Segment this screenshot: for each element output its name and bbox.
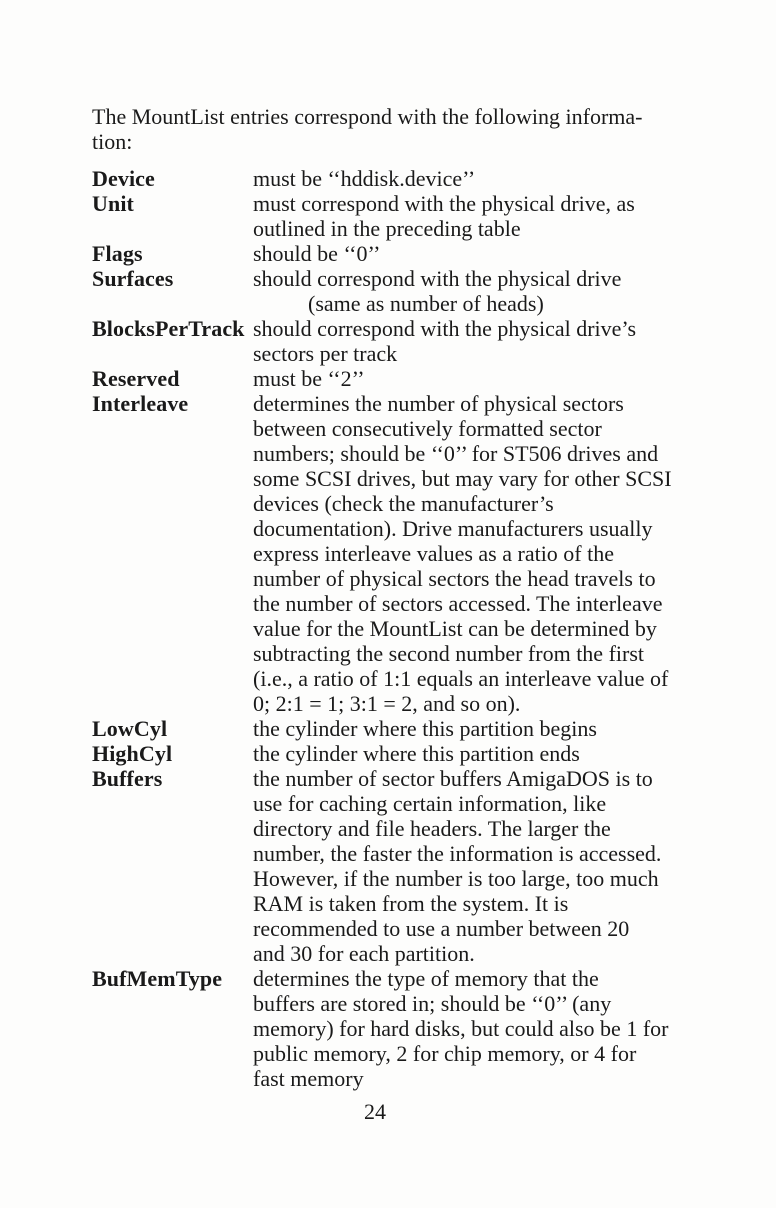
description-line: and 30 for each partition. xyxy=(253,941,475,966)
definition-term: Unit xyxy=(92,191,134,216)
definition-term: LowCyl xyxy=(92,716,168,741)
description-line: sectors per track xyxy=(253,341,398,366)
definition-description xyxy=(253,191,707,241)
description-line: buffers are stored in; should be ‘‘0’’ (any xyxy=(253,991,612,1016)
description-line: express interleave values as a ratio of the xyxy=(253,541,615,566)
definition-description xyxy=(253,966,707,1091)
description-line: determines the type of memory that the xyxy=(253,966,599,991)
description-line: determines the number of physical sectors xyxy=(253,391,624,416)
definition-description xyxy=(253,741,707,766)
description-line: devices (check the manufacturer’s xyxy=(253,491,554,516)
definition-description xyxy=(253,716,707,741)
description-line: the number of sectors accessed. The interleave xyxy=(253,591,663,616)
page-number: 24 xyxy=(364,1099,386,1124)
description-line: must be ‘‘hddisk.device’’ xyxy=(253,166,476,191)
definition-list xyxy=(92,166,707,1091)
description-line: number of physical sectors the head travels to xyxy=(253,566,656,591)
definition-description xyxy=(253,766,707,966)
definition-row xyxy=(92,766,707,966)
description-line: (i.e., a ratio of 1:1 equals an interleave value of xyxy=(253,666,669,691)
description-line: value for the MountList can be determined by xyxy=(253,616,657,641)
definition-term: Flags xyxy=(92,241,143,266)
description-line: the number of sector buffers AmigaDOS is to xyxy=(253,766,653,791)
definition-description xyxy=(253,266,707,316)
definition-description xyxy=(253,316,707,366)
definition-row xyxy=(92,191,707,241)
definition-description xyxy=(253,366,707,391)
description-line: should be ‘‘0’’ xyxy=(253,241,381,266)
description-line: directory and file headers. The larger the xyxy=(253,816,611,841)
definition-term: Buffers xyxy=(92,766,163,791)
definition-term: Reserved xyxy=(92,366,180,391)
definition-term: Surfaces xyxy=(92,266,174,291)
definition-description xyxy=(253,391,707,716)
description-line: the cylinder where this partition ends xyxy=(253,741,580,766)
description-line: public memory, 2 for chip memory, or 4 for xyxy=(253,1041,637,1066)
description-line: subtracting the second number from the first xyxy=(253,641,645,666)
description-line: use for caching certain information, like xyxy=(253,791,607,816)
definition-term: Device xyxy=(92,166,155,191)
intro-line: tion: xyxy=(92,129,133,154)
definition-term: BufMemType xyxy=(92,966,223,991)
description-line: must be ‘‘2’’ xyxy=(253,366,365,391)
description-line: numbers; should be ‘‘0’’ for ST506 drives and xyxy=(253,441,659,466)
definition-row xyxy=(92,741,707,766)
definition-term: Interleave xyxy=(92,391,189,416)
description-line: documentation). Drive manufacturers usually xyxy=(253,516,653,541)
definition-row xyxy=(92,166,707,191)
intro-paragraph xyxy=(92,104,702,154)
definition-row xyxy=(92,966,707,1091)
description-line: between consecutively formatted sector xyxy=(253,416,602,441)
description-line: recommended to use a number between 20 xyxy=(253,916,630,941)
description-line: However, if the number is too large, too much xyxy=(253,866,659,891)
description-line: the cylinder where this partition begins xyxy=(253,716,597,741)
description-line: fast memory xyxy=(253,1066,364,1091)
definition-row xyxy=(92,716,707,741)
description-line: RAM is taken from the system. It is xyxy=(253,891,569,916)
description-line: (same as number of heads) xyxy=(253,291,544,316)
intro-line: The MountList entries correspond with the following informa- xyxy=(92,104,643,129)
description-line: should correspond with the physical drive’s xyxy=(253,316,637,341)
description-line: number, the faster the information is accessed. xyxy=(253,841,662,866)
definition-row xyxy=(92,316,707,366)
description-line: should correspond with the physical drive xyxy=(253,266,622,291)
definition-term: BlocksPerTrack xyxy=(92,316,245,341)
definition-term: HighCyl xyxy=(92,741,173,766)
description-line: 0; 2:1 = 1; 3:1 = 2, and so on). xyxy=(253,691,521,716)
definition-description xyxy=(253,241,707,266)
description-line: outlined in the preceding table xyxy=(253,216,521,241)
definition-row xyxy=(92,366,707,391)
definition-row xyxy=(92,266,707,316)
description-line: some SCSI drives, but may vary for other SCSI xyxy=(253,466,672,491)
description-line: memory) for hard disks, but could also be 1 for xyxy=(253,1016,669,1041)
definition-row xyxy=(92,391,707,716)
definition-row xyxy=(92,241,707,266)
description-line: must correspond with the physical drive, as xyxy=(253,191,635,216)
definition-description xyxy=(253,166,707,191)
